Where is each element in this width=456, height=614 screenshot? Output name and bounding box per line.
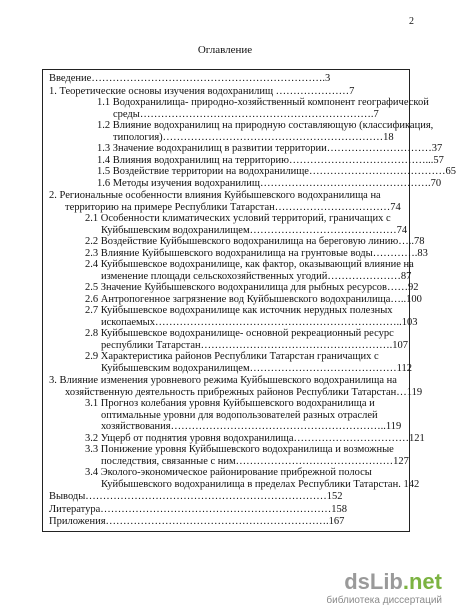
toc-entry [49,86,403,98]
toc-entry [49,491,403,503]
toc-entry-line: Литература…………………………………………………………158 [49,503,347,515]
toc-entry [49,236,425,248]
toc-entry-line: Выводы……………………………………………………………152 [49,491,343,502]
toc-entry-line: типология)………………………………………………………18 [113,131,394,143]
toc-entry [49,328,409,351]
toc-entry-line: Приложения……………………………………………………….167 [49,516,345,527]
watermark-tagline: библиотека диссертаций [326,595,442,606]
toc-entry [49,177,442,190]
toc-entry-line: Куйбышевским водохранилищем……………………………………74 [101,224,408,236]
toc-entry-line: 2.1 Особенности климатических условий территорий, граничащих с [85,213,391,224]
toc-entry-line: 3. Влияние изменения уровневого режима Куйбышевского водохранилища на [49,375,397,386]
toc-entry-line: оптимальные уровни для водопользователей разных отраслей [101,409,378,421]
table-of-contents [42,69,456,532]
toc-entry-line: 3.3 Понижение уровня Куйбышевского водохранилища и возможные [85,444,394,455]
toc-entry [49,97,429,120]
toc-entry [49,190,403,213]
toc-entry-line: 2. Региональные особенности влияния Куйбышевского водохранилища на [49,190,381,201]
toc-entry-line: 2.5 Значение Куйбышевского водохранилища для рыбных ресурсов……92 [85,282,419,293]
toc-entry-line: среды………………………………………………………….7 [113,108,379,120]
watermark [326,571,442,606]
toc-entry-line: территорию на примере Республики Татарстан……………………………74 [65,201,401,213]
toc-entry [49,293,422,306]
toc-entry-line: 1. Теоретические основы изучения водохранилищ …………………7 [49,85,355,97]
toc-entry-line: 3.4 Эколого-экономическое районирование прибрежной полосы [85,467,372,478]
page-title: Оглавление [197,44,253,56]
toc-entry [49,154,444,167]
toc-entry [49,166,456,178]
toc-entry [49,432,425,445]
toc-entry [49,73,403,85]
toc-entry [49,504,403,516]
toc-entry-line: 2.7 Куйбышевское водохранилище как источник нерудных полезных [85,305,393,316]
toc-entry [49,143,443,155]
toc-entry [49,375,423,398]
toc-entry-line: Введение………………………………………………………….3 [49,73,331,84]
toc-entry-line: 1.3 Значение водохранилищ в развитии территории…………………………37 [97,143,443,154]
toc-entry-line: 1.5 Воздействие территории на водохранилище…………………………………65 [97,166,456,177]
toc-entry [49,516,403,528]
toc-entry-line: 2.2 Воздействие Куйбышевского водохранилища на береговую линию…..78 [85,236,425,247]
toc-entry-line: 2.3 Влияние Куйбышевского водохранилища на грунтовые воды………….83 [85,247,428,259]
toc-entry-line: ископаемых……………………………………………………………..103 [101,316,418,328]
toc-entry-line: 2.6 Антропогенное загрязнение вод Куйбышевского водохранилища…..100 [85,293,422,305]
toc-entry-line: изменение площади сельскохозяйственных угодий…………………87 [101,270,412,282]
toc-entry [49,398,403,433]
toc-entry [49,120,434,143]
toc-entry-line: Куйбышевского водохранилища в пределах Республики Татарстан. 142 [101,478,420,490]
toc-entry-line: 2.8 Куйбышевское водохранилище- основной рекреационный ресурс [85,328,394,339]
toc-entry-line: 3.2 Ущерб от поднятия уровня водохранилища……………………………121 [85,432,425,444]
toc-entry-line: республики Татарстан……………………………………………….107 [101,339,409,351]
toc-entry-line: 1.1 Водохранилища- природно-хозяйственный компонент географической [97,97,429,108]
logo-part-1: dsLib [344,569,403,594]
toc-entry-line: Куйбышевским водохранилищем……………………………………112 [101,362,412,374]
toc-entry [49,259,414,282]
logo-part-2: .net [402,569,442,594]
toc-entry [49,282,419,294]
toc-entry [49,247,428,260]
toc-entry-line: хозяйственную деятельность прибрежных районов Республики Татарстан…119 [65,386,423,398]
toc-entry-line: 2.4 Куйбышевское водохранилище, как фактор, оказывающий влияние на [85,259,414,270]
toc-entry-line: 2.9 Характеристика районов Республики Татарстан граничащих с [85,351,379,362]
toc-entry-line: 1.2 Влияние водохранилищ на природную составляющую (классификация, [97,120,434,131]
toc-entry-line: хозяйствования……………………………………………………..119 [101,421,402,432]
toc-entry [49,444,409,467]
toc-entry [49,305,418,328]
dslib-logo [326,571,442,593]
toc-entry [49,467,420,490]
toc-entry-line: 3.1 Прогноз колебания уровня Куйбышевского водохранилища и [85,398,375,409]
toc-entry-line: 1.6 Методы изучения водохранилищ………………………………………….70 [97,177,442,189]
page-number: 2 [409,16,414,27]
toc-entry-line: 1.4 Влияния водохранилищ на территорию…………………………………...57 [97,154,444,166]
toc-entry-line: последствия, связанные с ним………………………………………127 [101,455,409,467]
toc-entry [49,351,412,374]
toc-entry [49,213,408,236]
